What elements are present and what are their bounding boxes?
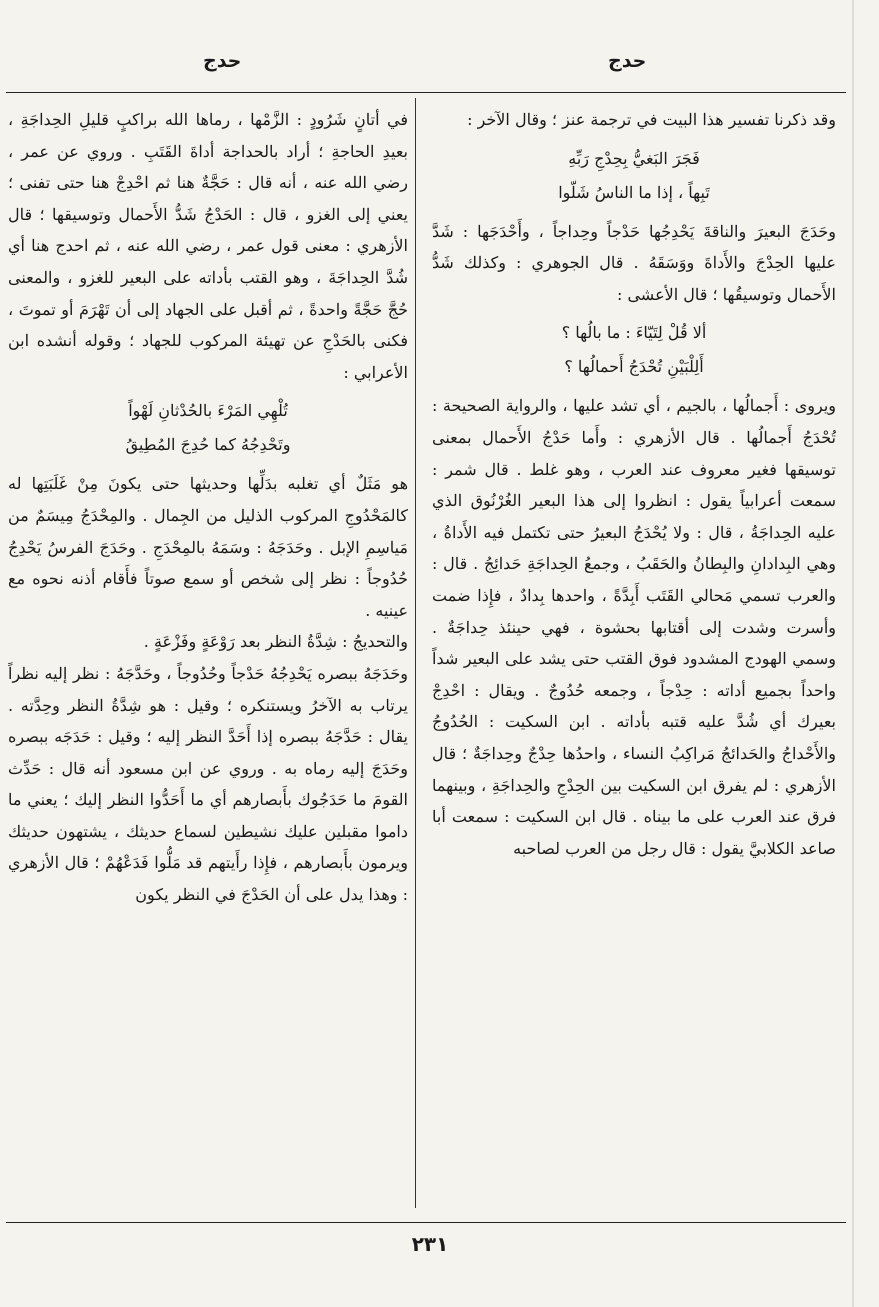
poetry-verse bbox=[432, 142, 836, 210]
paragraph: ويروى : أَجمالُها ، بالجيم ، أي تشد عليها ، والرواية الصحيحة : تُحْدَجُ أَجمالُها . قال الأزهري : وأَما حَدْجُ الأَحمال بمعنى توسيقها فغير معروف عند العرب ، وهو غلط . قال شمر : سمعت أعرابياً يقول : انظروا إلى هذا البعير الغُرْنُوق الذي عليه الحِداجَةُ ، قال : ولا يُحْدَجُ البعيرُ حتى تكتمل فيه الأَداةُ ، وهي البِدادانِ والبِطانُ والحَقَبُ ، وجمعُ الحِداجَةِ حَدائِجُ . قال : والعرب تسمي مَحالي القَتَب أَبِدَّةً ، واحدها بِدادٌ ، فإِذا ضمت وأسرت وشدت إلى أقتابها بحشوة ، فهي حينئذ حِداجَةٌ . وسمي الهودج المشدود فوق القتب حتى يشد على البعير شداً واحداً بجميع أداته : حِدْجاً ، وجمعه حُدُوجٌ . ويقال : احْدِجْ بعيرك أي شُدَّ عليه قتبه بأداته . ابن السكيت : الحُدُوجُ والأَحْداجُ والحَدائجُ مَراكِبُ النساء ، واحدُها حِدْجٌ وحِداجَةٌ ؛ قال الأزهري : لم يفرق ابن السكيت بين الحِدْجِ والحِداجَةِ ، وبينهما فرق عند العرب على ما بيناه . قال ابن السكيت : سمعت أبا صاعد الكلابيَّ يقول : قال رجل من العرب لصاحبه bbox=[432, 396, 836, 858]
paragraph: وقد ذكرنا تفسير هذا البيت في ترجمة عنز ؛ وقال الآخر : bbox=[467, 110, 836, 129]
verse-line: أَلِلْبَيْنِ تُحْدَجُ أَحمالُها ؟ bbox=[564, 357, 704, 377]
left-text-column bbox=[8, 104, 408, 1208]
column-divider bbox=[415, 98, 416, 1208]
paragraph: وحَدَجَهُ ببصره يَحْدِجُهُ حَدْجاً وحُدُوجاً ، وحَدَّجَهُ : نظر إليه نظراً يرتاب به الآخرُ ويستنكره ؛ وقيل : هو شِدَّةُ النظر وحِدَّته . يقال : حَدَّجَهُ ببصره إذا أَحَدَّ النظر إليه ؛ وقيل : حَدَجَه ببصره وحَدَجَ إليه رماه به . وروي عن ابن مسعود أنه قال : حَدِّث القومَ ما حَدَجُوك بأَبصارهم أي ما أَحَدُّوا النظر إليك ؛ يعني ما داموا مقبلين عليك نشيطين لسماع حديثك ، يشتهون حديثك ويرمون بأَبصارهم ، فإِذا رأَيتهم قد مَلُّوا فَدَعْهُمْ ؛ قال الأزهري : وهذا يدل على أن الحَدْجَ في النظر يكون bbox=[8, 663, 408, 905]
right-text-column bbox=[432, 104, 836, 1208]
running-headword-right: حدج bbox=[608, 50, 647, 72]
paragraph: في أتانٍ شَرُودٍ : الزَّمْها ، رماها الله براكبٍ قليلِ الحِداجَةِ ، بعيدِ الحاجةِ ؛ أراد بالحداجة أداةَ القَتَبِ . وروي عن عمر ، رضي الله عنه ، أنه قال : حَجَّةٌ هنا ثم احْدِجْ هنا حتى تفنى ؛ يعني إلى الغزو ، قال : الحَدْجُ شَدُّ الأَحمال وتوسيقها ؛ قال الأزهري : معنى قول عمر ، رضي الله عنه ، ثم احدج هنا أي شُدَّ الحِداجَةَ ، وهو القتب بأداته على البعير للغزو ، والمعنى حُجَّ حَجَّةً واحدةً ، ثم أقبل على الجهاد إلى أن تَهْرَمَ أو تموتَ ، فكنى بالحَدْجِ عن تهيئة المركوب للجهاد ؛ وقوله أنشده ابن الأعرابي : bbox=[8, 110, 408, 382]
verse-line: ألا قُلْ لِتَيّاءَ : ما بالُها ؟ bbox=[561, 323, 707, 343]
poetry-verse bbox=[432, 316, 836, 384]
verse-line: تُلْهِي المَرْءَ بالحُدْثانِ لَهْواً bbox=[128, 401, 288, 421]
verse-line: فَجَرَ البَغيُّ بِحِدْجِ رَبِّهِ bbox=[568, 148, 700, 168]
poetry-verse bbox=[8, 394, 408, 462]
page-number: ٢٣١ bbox=[411, 1232, 449, 1256]
header-rule bbox=[6, 92, 846, 93]
footer-rule bbox=[6, 1222, 846, 1223]
verse-line: وتَحْدِجُهُ كما حُدِجَ المُطِيقُ bbox=[125, 435, 291, 455]
paragraph: والتحديجُ : شِدَّةُ النظر بعد رَوْعَةٍ وفَزْعَةٍ . bbox=[143, 632, 408, 652]
scan-edge-shadow bbox=[852, 0, 854, 1307]
verse-line: تَبِهاً ، إذا ما الناسُ شَلّوا bbox=[558, 182, 710, 202]
running-headword-left: حدج bbox=[203, 50, 242, 72]
paragraph: هو مَثَلٌ أي تغلبه بدَلِّها وحديثها حتى يكونَ مِنْ غَلَبَتِها له كالمَحْدُوجِ المركوب الذليل من الجِمال . والمِحْدَجُ مِيسَمٌ من مَياسِمِ الإبل . وحَدَجَهُ : وسَمَهُ بالمِحْدَجِ . وحَدَجَ الفرسُ يَحْدِجُ حُدُوجاً : نظر إلى شخص أو سمع صوتاً فأَقام أذنه نحوه مع عينيه . bbox=[8, 474, 408, 620]
paragraph: وحَدَجَ البعيرَ والناقةَ يَحْدِجُها حَدْجاً وحِداجاً ، وأَحْدَجَها : شَدَّ عليها الحِدْجَ والأَداةَ ووَسَقَهُ . قال الجوهري : وكذلك شَدُّ الأَحمال وتوسيقُها ؛ قال الأعشى : bbox=[432, 221, 836, 304]
